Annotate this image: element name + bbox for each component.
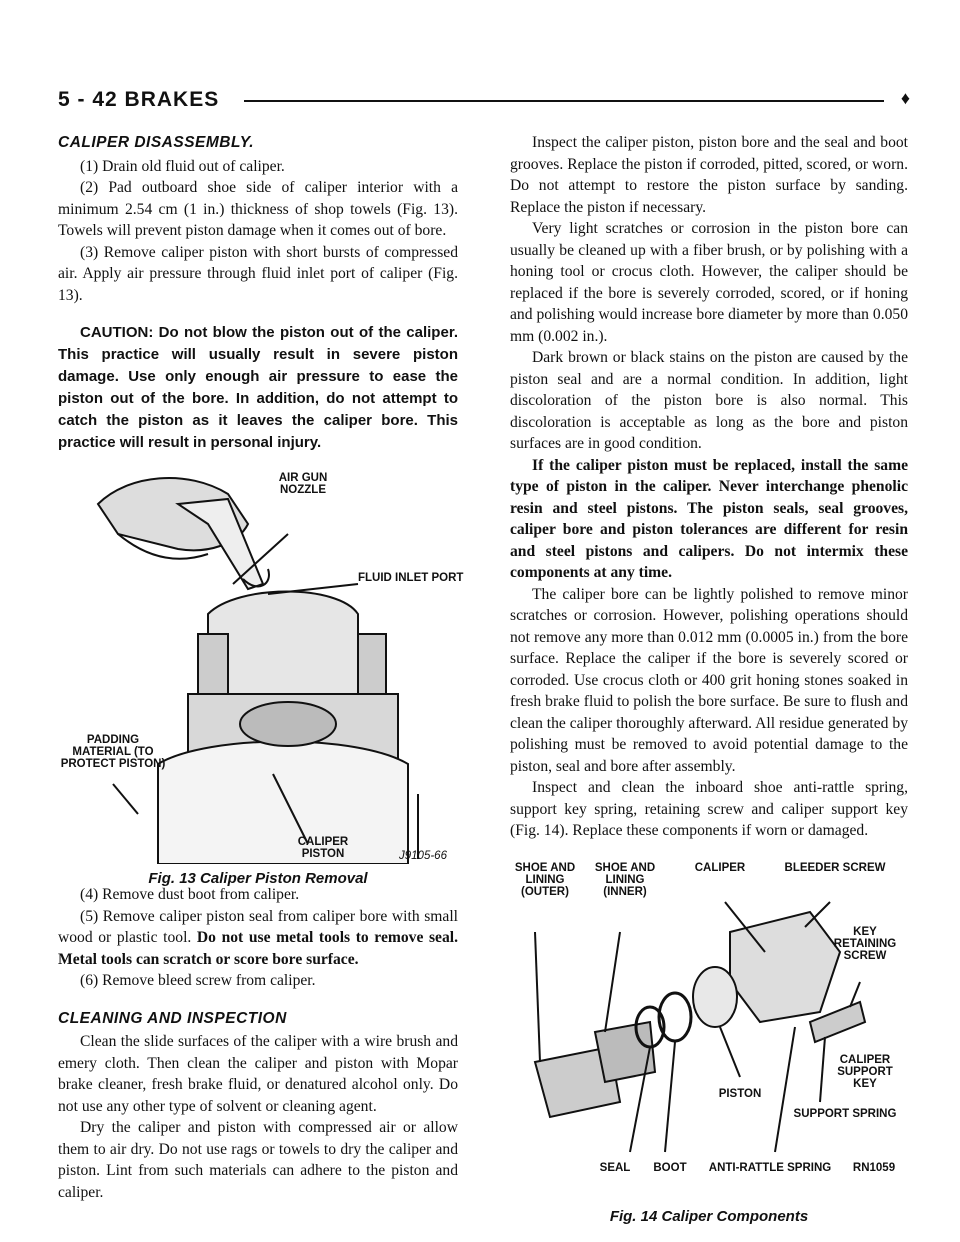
- step-5-text: (5) Remove caliper piston seal from caliper bore with small wood or plastic tool.: [58, 907, 458, 946]
- label-shoe-inner: SHOE AND LINING (INNER): [594, 861, 656, 898]
- inspect-paragraph-6: Inspect and clean the inboard shoe anti-rattle spring, support key spring, retaining screw and caliper support key (Fig. 14). Replace these components if worn or damaged.: [510, 779, 908, 839]
- diamond-icon: ♦: [900, 88, 910, 108]
- label-caliper-piston: CALIPER PISTON: [297, 836, 349, 860]
- label-piston: PISTON: [718, 1087, 762, 1100]
- label-caliper: CALIPER: [694, 861, 746, 874]
- page-number-title: 5 - 42 BRAKES: [58, 88, 220, 111]
- label-seal: SEAL: [599, 1161, 631, 1174]
- figure-13-caption: Fig. 13 Caliper Piston Removal: [148, 870, 368, 887]
- caliper-piston-removal-illustration: [58, 464, 458, 864]
- step-4: (4) Remove dust boot from caliper.: [80, 886, 300, 903]
- inspect-paragraph-3: Dark brown or black stains on the piston are caused by the piston seal and are a normal condition. In addition, light discoloration of the piston bore is also normal. This discoloration is acceptable as long as the bore and piston surfaces are in good condition.: [510, 349, 908, 452]
- cleaning-paragraph-1: Clean the slide surfaces of the caliper with a wire brush and emery cloth. Then clean the caliper and piston with Mopar brake cleaner, fresh brake fluid, or denatured alcohol only. Do not use any other type of solvent or cleaning agent.: [58, 1033, 458, 1115]
- right-column: [510, 132, 908, 1227]
- figure-code: J9105-66: [399, 850, 447, 862]
- left-column: [58, 132, 464, 1203]
- label-padding-material: PADDING MATERIAL (TO PROTECT PISTON): [60, 734, 166, 770]
- label-anti-rattle-spring: ANTI-RATTLE SPRING: [708, 1161, 832, 1174]
- figure-14-caption: Fig. 14 Caliper Components: [609, 1207, 809, 1225]
- header-rule: [244, 100, 884, 102]
- label-boot: BOOT: [653, 1161, 687, 1174]
- label-shoe-outer: SHOE AND LINING (OUTER): [514, 861, 576, 898]
- figure-13: [58, 464, 464, 887]
- caution-note: CAUTION: Do not blow the piston out of the caliper. This practice will usually result in severe piston damage. Use only enough air pressure to ease the piston out of the bore. In addition, do not attempt to catch the piston as it leaves the caliper bore. This practice will result in personal injury.: [58, 324, 458, 451]
- label-support-spring: SUPPORT SPRING: [793, 1107, 897, 1120]
- figure-14: [510, 862, 908, 1192]
- step-6: (6) Remove bleed screw from caliper.: [80, 972, 316, 989]
- label-bleeder-screw: BLEEDER SCREW: [784, 861, 886, 874]
- step-3: (3) Remove caliper piston with short bursts of compressed air. Apply air pressure through fluid inlet port of caliper (Fig. 13).: [58, 243, 458, 304]
- label-fluid-inlet-port: FLUID INLET PORT: [358, 572, 464, 584]
- step-1: (1) Drain old fluid out of caliper.: [80, 157, 285, 175]
- inspect-paragraph-2: Very light scratches or corrosion in the piston bore can usually be cleaned up with a fiber brush, or by polishing with a honing tool or crocus cloth. However, the caliper should be replaced if the bore is severely corroded, scored, or if honing and polishing would increase bore diameter by more than 0.050 mm (0.002 in.).: [510, 220, 908, 345]
- figure-14-code: RN1059: [852, 1161, 896, 1174]
- label-key-retaining-screw: KEY RETAINING SCREW: [833, 925, 897, 962]
- label-air-gun-nozzle: AIR GUN NOZZLE: [278, 472, 328, 496]
- inspect-paragraph-4: If the caliper piston must be replaced, install the same type of piston in the caliper. Never interchange phenolic resin and steel pistons. The piston seals, seal grooves, caliper bore and piston tolerances are different for resin and steel pistons and calipers. Do not intermix these components at any time.: [510, 456, 908, 581]
- inspect-paragraph-1: Inspect the caliper piston, piston bore and the seal and boot grooves. Replace the piston if corroded, pitted, scored, or worn. Do not attempt to restore the piston surface by sanding. Replace the piston if necessary.: [510, 134, 908, 216]
- step-5: [58, 906, 458, 971]
- label-caliper-support-key: CALIPER SUPPORT KEY: [837, 1053, 893, 1090]
- inspect-paragraph-5: The caliper bore can be lightly polished to remove minor scratches or corrosion. However, polishing operations should not remove any more than 0.012 mm (0.0005 in.) from the bore surface. Replace the caliper if the bore is severely scored or corroded. Use crocus cloth or 400 grit honing stones soaked in fresh brake fluid to polish the bore surface. Be sure to flush and clean the caliper thoroughly afterward. All residue generated by polishing must be removed to avoid potential damage to the piston, seal and bore after assembly.: [510, 585, 908, 775]
- step-5-warning: Do not use metal tools to remove seal. Metal tools can scratch or score bore surface.: [58, 929, 458, 968]
- page-header: [58, 88, 910, 118]
- section-title-cleaning: CLEANING AND INSPECTION: [58, 1009, 287, 1027]
- section-title-disassembly: CALIPER DISASSEMBLY.: [58, 134, 255, 151]
- cleaning-paragraph-2: Dry the caliper and piston with compressed air or allow them to air dry. Do not use rags or towels to dry the caliper and piston. Lint from such materials can adhere to the piston and caliper.: [58, 1119, 458, 1201]
- step-2: (2) Pad outboard shoe side of caliper interior with a minimum 2.54 cm (1 in.) thickness of shop towels (Fig. 13). Towels will prevent piston damage when it comes out of bore.: [58, 179, 458, 239]
